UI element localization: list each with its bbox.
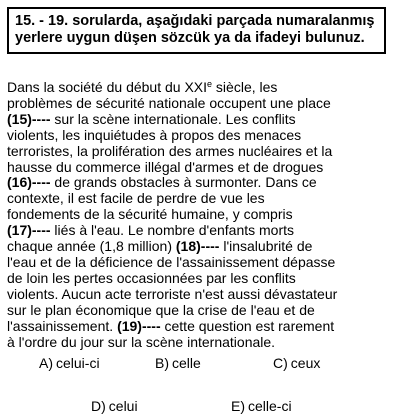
passage-line: problèmes de sécurité nationale occupent une place — [7, 94, 331, 111]
answer-option-a[interactable] — [39, 355, 100, 371]
blank-15: (15)---- — [7, 110, 51, 127]
passage-line — [7, 223, 399, 239]
reading-passage — [7, 77, 399, 350]
answer-option-b[interactable] — [155, 355, 201, 371]
passage-text: de grands obstacles à surmonter. Dans ce — [50, 174, 317, 191]
option-letter: E) — [231, 398, 245, 414]
passage-line: violents, les inquiétudes à propos des menaces — [7, 126, 302, 143]
passage-line — [7, 319, 399, 335]
blank-17: (17)---- — [7, 222, 51, 239]
passage-line: l'eau et de la déficience de l'assainissement dépasse — [7, 253, 336, 270]
passage-line — [7, 77, 399, 96]
passage-line — [7, 239, 399, 255]
option-letter: C) — [273, 355, 288, 371]
option-text: celui — [108, 398, 138, 414]
passage-line: terroristes, la prolifération des armes nucléaires et la — [7, 142, 333, 159]
question-instruction-box — [7, 7, 386, 54]
option-letter: A) — [39, 355, 53, 371]
passage-text: chaque année (1,8 million) — [7, 238, 176, 255]
option-text: ceux — [290, 355, 321, 371]
option-letter: B) — [155, 355, 169, 371]
passage-text: l'assainissement. — [7, 317, 118, 334]
passage-line: fondements de la sécurité humaine, y compris — [7, 206, 293, 223]
passage-line: hausse du commerce illégal d'armes et de drogues — [7, 158, 324, 175]
passage-line: sur le plan économique que la crise de l'eau et de — [7, 301, 315, 318]
option-text: celle-ci — [248, 398, 292, 414]
option-letter: D) — [91, 398, 106, 414]
instruction-line-2: yerlere uygun düşen sözcük ya da ifadeyi bulunuz. — [15, 30, 365, 46]
century-superscript: e — [207, 79, 213, 89]
passage-text: cette question est rarement — [160, 317, 335, 334]
passage-text: sur la scène internationale. Les conflits — [50, 110, 296, 127]
option-text: celui-ci — [56, 355, 100, 371]
passage-line — [7, 112, 399, 128]
passage-line: à l'ordre du jour sur la scène internationale. — [7, 333, 276, 350]
passage-text: liés à l'eau. Le nombre d'enfants morts — [50, 222, 295, 239]
passage-line: contexte, il est facile de perdre de vue les — [7, 190, 265, 207]
passage-text: Dans la société du début du XXI — [7, 79, 208, 95]
passage-line — [7, 175, 399, 191]
passage-line: de loin les pertes occasionnées par les conflits — [7, 269, 296, 286]
blank-19: (19)---- — [117, 317, 161, 334]
blank-18: (18)---- — [175, 238, 220, 255]
answer-option-e[interactable] — [231, 398, 292, 414]
answer-option-d[interactable] — [91, 398, 138, 414]
instruction-line-1: 15. - 19. sorularda, aşağıdaki parçada numaralanmış — [15, 13, 375, 29]
passage-line: violents. Aucun acte terroriste n'est aussi dévastateur — [7, 285, 338, 302]
passage-text: siècle, les — [212, 79, 278, 95]
option-text: celle — [172, 355, 201, 371]
blank-16: (16)---- — [7, 174, 51, 191]
answer-option-c[interactable] — [273, 355, 320, 371]
passage-text: l'insalubrité de — [219, 238, 313, 255]
